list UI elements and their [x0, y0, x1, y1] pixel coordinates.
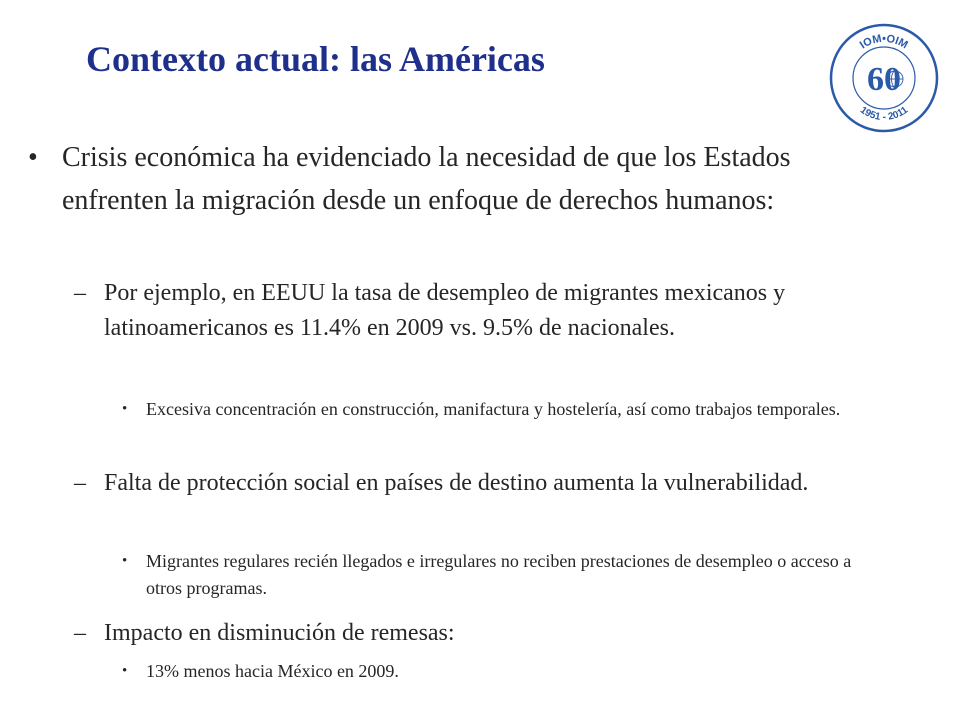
bullet-marker: – [74, 280, 86, 306]
bullet-text: Crisis económica ha evidenciado la necesidad de que los Estados enfrenten la migración desde un enfoque de derechos humanos: [62, 142, 791, 216]
logo-years-text: 1951 - 2011 [857, 104, 911, 124]
bullet-level1-item [28, 136, 842, 222]
bullet-level3-item [122, 548, 886, 602]
bullet-level3-item [122, 396, 886, 423]
logo-number: 60 [867, 61, 901, 98]
bullet-level2-item [74, 276, 864, 346]
bullet-marker: • [28, 142, 38, 173]
bullet-marker: – [74, 470, 86, 496]
iom-60-anniversary-seal-icon [828, 22, 940, 134]
bullet-text: Excesiva concentración en construcción, manifactura y hostelería, así como trabajos temporales. [146, 399, 841, 419]
bullet-text: 13% menos hacia México en 2009. [146, 661, 399, 681]
bullet-level2-item [74, 466, 864, 501]
bullet-text: Falta de protección social en países de destino aumenta la vulnerabilidad. [104, 470, 809, 496]
bullet-marker: • [122, 553, 128, 569]
bullet-marker: • [122, 401, 128, 417]
bullet-marker: • [122, 663, 128, 679]
logo-top-text: IOM•OIM [857, 32, 910, 52]
bullet-marker: – [74, 620, 86, 646]
bullet-level3-item [122, 658, 886, 685]
bullet-text: Migrantes regulares recién llegados e irregulares no reciben prestaciones de desempleo o acceso a otros programas. [146, 551, 852, 598]
slide-title: Contexto actual: las Américas [86, 39, 545, 79]
bullet-level2-item [74, 616, 864, 651]
bullet-text: Impacto en disminución de remesas: [104, 620, 455, 646]
bullet-text: Por ejemplo, en EEUU la tasa de desempleo de migrantes mexicanos y latinoamericanos es 11.4% en 2009 vs. 9.5% de nacionales. [104, 280, 786, 341]
